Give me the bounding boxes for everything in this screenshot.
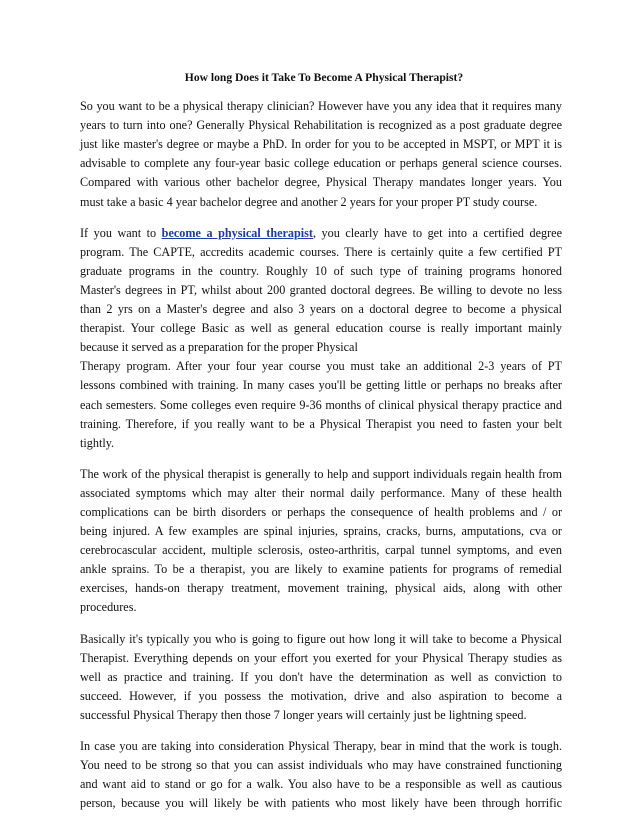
text-line: person, because you will likely be with patients who most likely have been through horrific <box>80 796 562 811</box>
text-line: training. Therefore, if you really want to be a Physical Therapist you need to fasten your belt <box>80 416 562 431</box>
text-line: and want aid to stand or go for a walk. You also have to be a responsible as well as cautious <box>80 777 562 792</box>
text-line: than 2 yrs on a Master's degree and also 3 years on a doctoral degree to become a physical <box>80 302 562 317</box>
paragraph-3 <box>80 465 562 618</box>
document-page <box>80 68 562 825</box>
paragraph-1 <box>80 97 562 212</box>
text-line: associated symptoms which may alter their normal daily performance. Many of these health <box>80 485 562 500</box>
text-line: procedures. <box>80 600 137 615</box>
text-line: being injured. A few examples are spinal injuries, sprains, cracks, burns, amputations, cva or <box>80 524 562 539</box>
text-line: program. The CAPTE, accredits academic courses. There is certainly quite a few certified PT <box>80 244 562 259</box>
text-line: well as practice and training. If you don't have the determination as well as conviction to <box>80 669 562 684</box>
text-line: must take a basic 4 year bachelor degree and another 2 years for your proper PT study course. <box>80 194 538 209</box>
text-line: complications can be birth disorders or perhaps the consequence of health problems and / or <box>80 504 562 519</box>
text-line: each semesters. Some colleges even require 9-36 months of clinical physical therapy practice and <box>80 397 562 412</box>
paragraph-2 <box>80 224 562 453</box>
text-line: years to turn into one? Generally Physical Rehabilitation is recognized as a post graduate degree <box>80 118 562 133</box>
text-line: just like master's degree or maybe a PhD. In order for you to be accepted in MSPT, or MPT it is <box>80 137 562 152</box>
text-line: Master's degrees in PT, whilst about 200 granted doctoral degrees. Be willing to devote no less <box>80 282 562 297</box>
text-line: advisable to complete any four-year basic college education or perhaps general science courses. <box>80 156 562 171</box>
text-line-with-link <box>80 224 562 243</box>
text-line: exercises, hands-on therapy treatment, movement training, physical aids, along with other <box>80 581 562 596</box>
text-line: ankle sprains. To be a therapist, you are likely to examine patients for programs of remedial <box>80 562 562 577</box>
text-fragment: If you want to <box>80 225 162 240</box>
text-line: In case you are taking into consideration Physical Therapy, bear in mind that the work is tough. <box>80 739 562 753</box>
text-line: Compared with various other bachelor degree, Physical Therapy mandates longer years. You <box>80 175 562 190</box>
text-line: The work of the physical therapist is generally to help and support individuals regain health from <box>80 466 562 481</box>
become-physical-therapist-link[interactable]: become a physical therapist <box>161 225 313 240</box>
text-line: Basically it's typically you who is going to figure out how long it will take to become a Physical <box>80 631 562 646</box>
text-line: tightly. <box>80 435 115 450</box>
paragraph-4 <box>80 630 562 725</box>
text-line: successful Physical Therapy then those 7 longer years will certainly just be lightning speed. <box>80 707 527 722</box>
paragraph-5 <box>80 737 562 813</box>
text-line: therapist. Your college Basic as well as general education course is really important mainly <box>80 321 562 336</box>
text-line: So you want to be a physical therapy clinician? However have you any idea that it requires many <box>80 99 562 114</box>
text-line: because it served as a preparation for the proper Physical <box>80 340 358 355</box>
text-line: Therapist. Everything depends on your effort you exerted for your Physical Therapy studies as <box>80 650 562 665</box>
text-line: Therapy program. After your four year course you must take an additional 2-3 years of PT <box>80 359 562 374</box>
text-line: You need to be strong so that you can assist individuals who may have constrained functioning <box>80 758 562 773</box>
text-line: cerebrocascular accident, multiple sclerosis, osteo-arthritis, carpal tunnel symptoms, and even <box>80 543 562 558</box>
text-line: succeed. However, if you possess the motivation, drive and also aspiration to become a <box>80 688 562 703</box>
document-title: How long Does it Take To Become A Physical Therapist? <box>184 71 464 84</box>
text-line: graduate programs in the country. Roughly 10 of such type of training programs honored <box>80 263 562 278</box>
text-fragment: , you clearly have to get into a certified degree <box>312 225 563 240</box>
text-line: lessons combined with training. In many cases you'll be getting little or perhaps no breaks after <box>80 378 562 393</box>
